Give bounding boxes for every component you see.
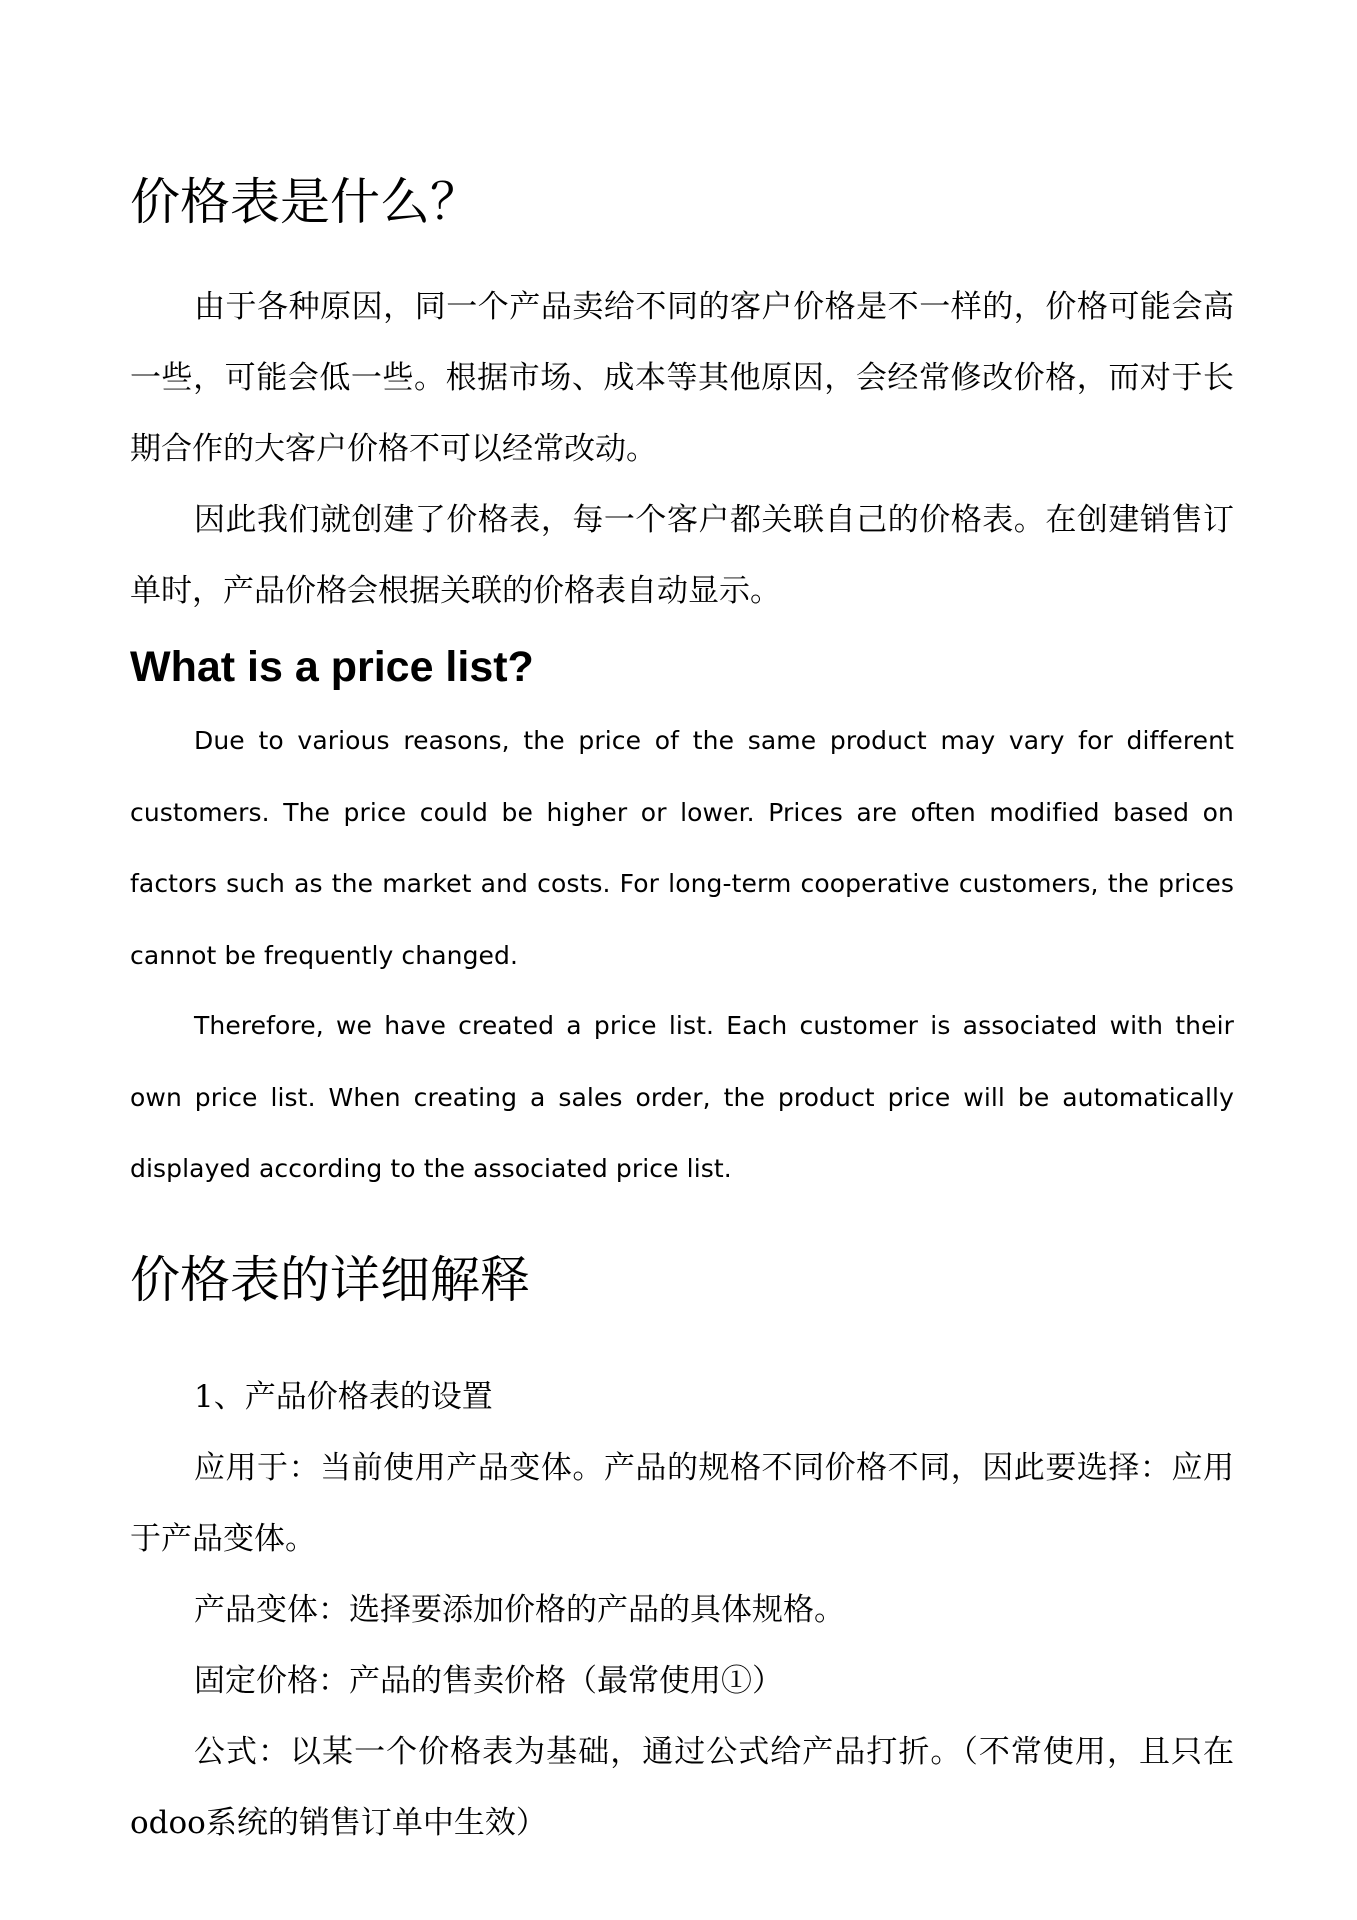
heading-price-list-detailed-explanation: 价格表的详细解释 [130, 1251, 530, 1309]
paragraph-cn-reasons: 由于各种原因，同一个产品卖给不同的客户价格是不一样的，价格可能会高一些，可能会低一些。根据市场、成本等其他原因，会经常修改价格，而对于长期合作的大客户价格不可以经常改动。 [130, 289, 1234, 467]
item-fixed-price: 固定价格：产品的售卖价格（最常使用①） [194, 1663, 783, 1699]
paragraph-en-price-list-created: Therefore, we have created a price list. Each customer is associated with their own price list. When creating a sales order, the product price will be automatically displayed according to the associated price list. [130, 1011, 1234, 1183]
paragraph-cn-price-list-created: 因此我们就创建了价格表，每一个客户都关联自己的价格表。在创建销售订单时，产品价格会根据关联的价格表自动显示。 [130, 502, 1234, 609]
paragraph-en-reasons: Due to various reasons, the price of the same product may vary for different customers. The price could be higher or lower. Prices are often modified based on factors such as the market and costs. For long-term cooperative customers, the prices cannot be frequently changed. [130, 726, 1234, 970]
item-product-price-list-settings: 1、产品价格表的设置 [194, 1379, 493, 1415]
heading-what-is-price-list-cn: 价格表是什么？ [130, 173, 480, 231]
heading-what-is-price-list-en: What is a price list? [130, 643, 534, 691]
item-apply-to: 应用于：当前使用产品变体。产品的规格不同价格不同，因此要选择：应用于产品变体。 [130, 1450, 1234, 1557]
item-product-variant: 产品变体：选择要添加价格的产品的具体规格。 [194, 1592, 845, 1628]
item-formula: 公式：以某一个价格表为基础，通过公式给产品打折。（不常使用，且只在odoo系统的销售订单中生效） [130, 1734, 1234, 1841]
